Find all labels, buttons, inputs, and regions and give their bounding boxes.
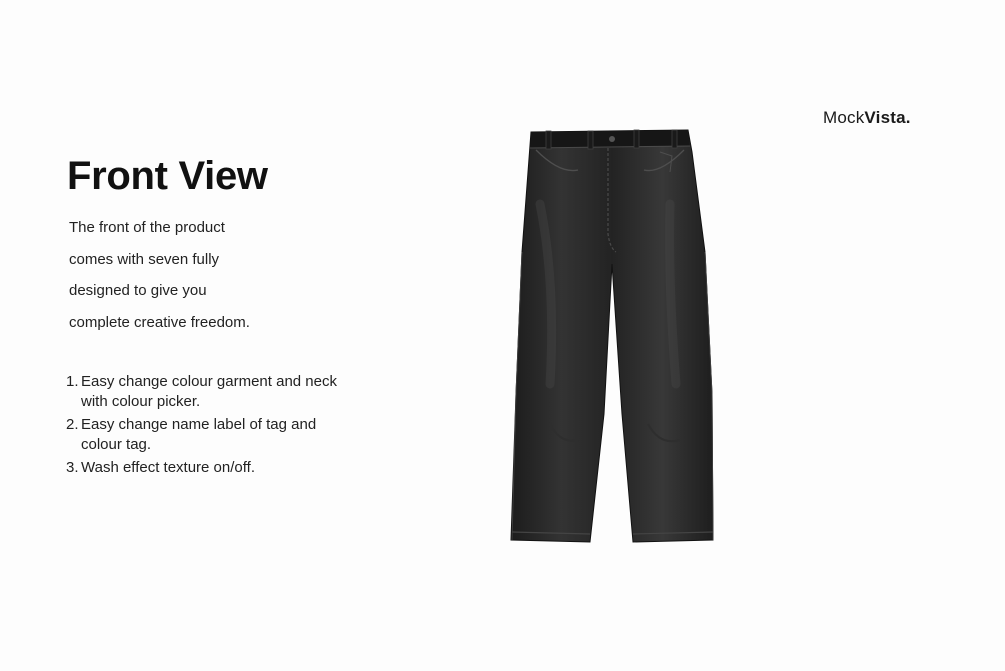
brand-logo [823, 108, 911, 128]
brand-highlight: Vista [864, 108, 906, 127]
brand-suffix: . [905, 108, 911, 127]
description-line: comes with seven fully [69, 250, 220, 268]
feature-number: 3. [66, 459, 79, 476]
description [69, 216, 329, 342]
feature-item [66, 372, 346, 411]
feature-item [66, 458, 346, 478]
feature-number: 2. [66, 416, 79, 433]
feature-number: 1. [66, 373, 79, 390]
page-title: Front View [67, 154, 268, 198]
jeans-body [511, 130, 713, 542]
description-line: The front of the product [69, 219, 225, 236]
brand-prefix: Mock [823, 108, 865, 127]
feature-item [66, 415, 346, 454]
feature-text: Easy change name label of tag and colour tag. [81, 416, 317, 453]
description-line: designed to give you [69, 282, 207, 299]
feature-text: Easy change colour garment and neck with colour picker. [81, 373, 337, 410]
description-line: complete creative freedom. [69, 313, 250, 331]
feature-list [66, 372, 346, 482]
feature-text: Wash effect texture on/off. [81, 459, 255, 476]
jeans-icon [500, 124, 722, 548]
